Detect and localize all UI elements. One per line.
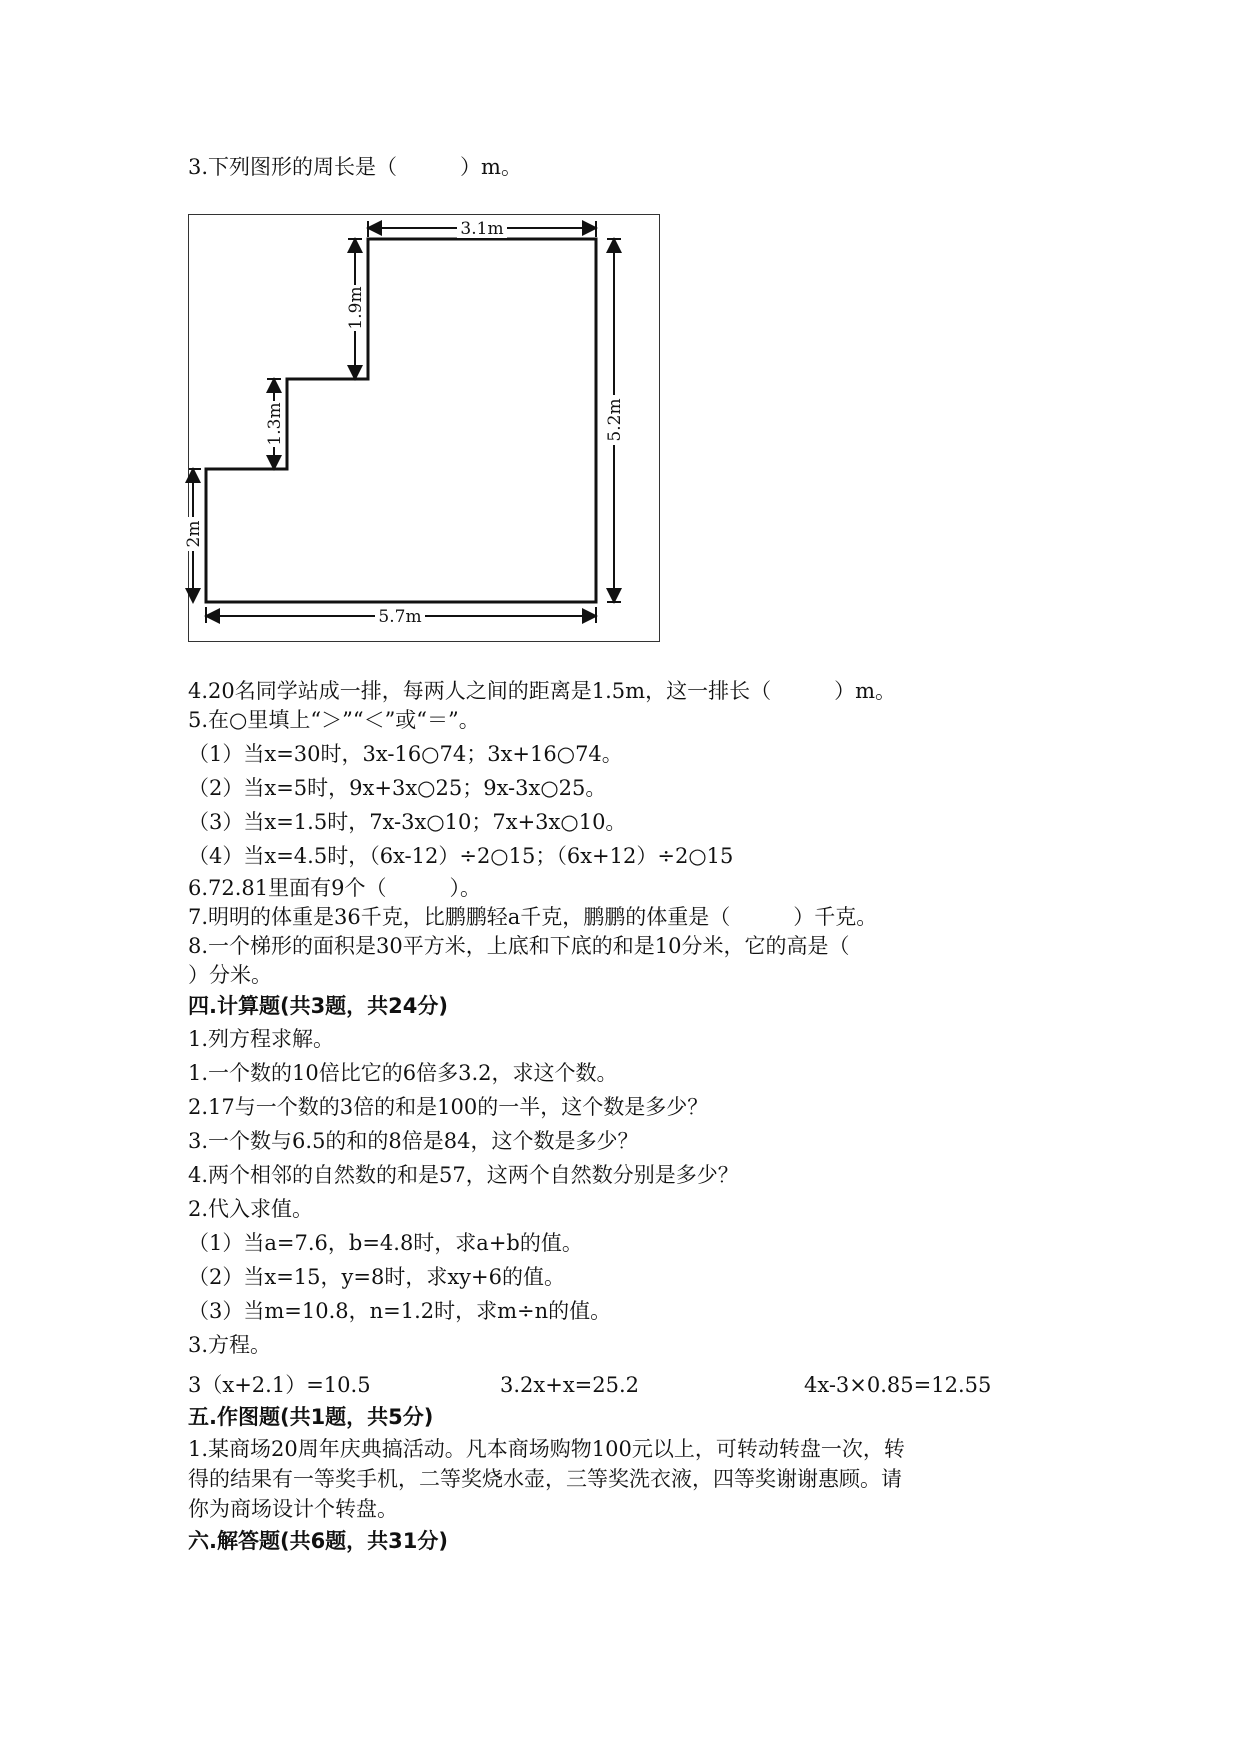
section-5-heading: 五.作图题(共1题，共5分)	[188, 1405, 434, 1429]
equation-1: 3（x+2.1）=10.5	[188, 1373, 371, 1397]
calc-item: 3.方程。	[188, 1333, 272, 1357]
question-6: 6.72.81里面有9个（ ）。	[188, 876, 482, 900]
draw-question-line: 你为商场设计个转盘。	[188, 1497, 398, 1521]
calc-item: 4.两个相邻的自然数的和是57，这两个自然数分别是多少？	[188, 1163, 739, 1187]
equation-2: 3.2x+x=25.2	[500, 1373, 640, 1397]
label-top: 3.1m	[460, 219, 504, 239]
label-bottom: 5.7m	[378, 607, 422, 627]
question-5-part-2: （2）当x=5时，9x+3x○25；9x-3x○25。	[188, 776, 607, 800]
calc-item: 2.代入求值。	[188, 1197, 314, 1221]
equation-3: 4x-3×0.85=12.55	[804, 1373, 992, 1397]
question-4: 4.20名同学站成一排，每两人之间的距离是1.5m，这一排长（ ）m。	[188, 679, 896, 703]
calc-item: 1.列方程求解。	[188, 1027, 335, 1051]
calc-item: 2.17与一个数的3倍的和是100的一半，这个数是多少？	[188, 1095, 709, 1119]
question-3: 3.下列图形的周长是（ ）m。	[188, 155, 522, 179]
calc-item: 3.一个数与6.5的和的8倍是84，这个数是多少？	[188, 1129, 639, 1153]
question-7: 7.明明的体重是36千克，比鹏鹏轻a千克，鹏鹏的体重是（ ）千克。	[188, 905, 878, 929]
section-6-heading: 六.解答题(共6题，共31分)	[188, 1529, 449, 1553]
draw-question-line: 得的结果有一等奖手机，二等奖烧水壶，三等奖洗衣液，四等奖谢谢惠顾。请	[188, 1467, 902, 1491]
perimeter-figure	[184, 214, 660, 642]
question-8: 8.一个梯形的面积是30平方米，上底和下底的和是10分米，它的高是（	[188, 934, 850, 958]
draw-question-line: 1.某商场20周年庆典搞活动。凡本商场购物100元以上，可转动转盘一次，转	[188, 1437, 905, 1461]
question-5-part-3: （3）当x=1.5时，7x-3x○10；7x+3x○10。	[188, 810, 627, 834]
perimeter-figure-svg	[184, 215, 661, 643]
question-5-part-1: （1）当x=30时，3x-16○74；3x+16○74。	[188, 742, 623, 766]
question-5: 5.在○里填上“＞”“＜”或“＝”。	[188, 708, 480, 732]
calc-item: （2）当x=15，y=8时，求xy+6的值。	[188, 1265, 566, 1289]
label-right: 5.2m	[605, 398, 625, 442]
calc-item: 1.一个数的10倍比它的6倍多3.2，求这个数。	[188, 1061, 618, 1085]
label-left: 2m	[184, 520, 204, 548]
label-step-upper: 1.9m	[346, 286, 366, 330]
label-step-lower: 1.3m	[265, 402, 285, 446]
question-5-part-4: （4）当x=4.5时，（6x-12）÷2○15；（6x+12）÷2○15	[188, 844, 734, 868]
question-8-cont: ）分米。	[188, 963, 272, 987]
calc-item: （1）当a=7.6，b=4.8时，求a+b的值。	[188, 1231, 583, 1255]
section-4-heading: 四.计算题(共3题，共24分)	[188, 994, 449, 1018]
calc-item: （3）当m=10.8，n=1.2时，求m÷n的值。	[188, 1299, 612, 1323]
